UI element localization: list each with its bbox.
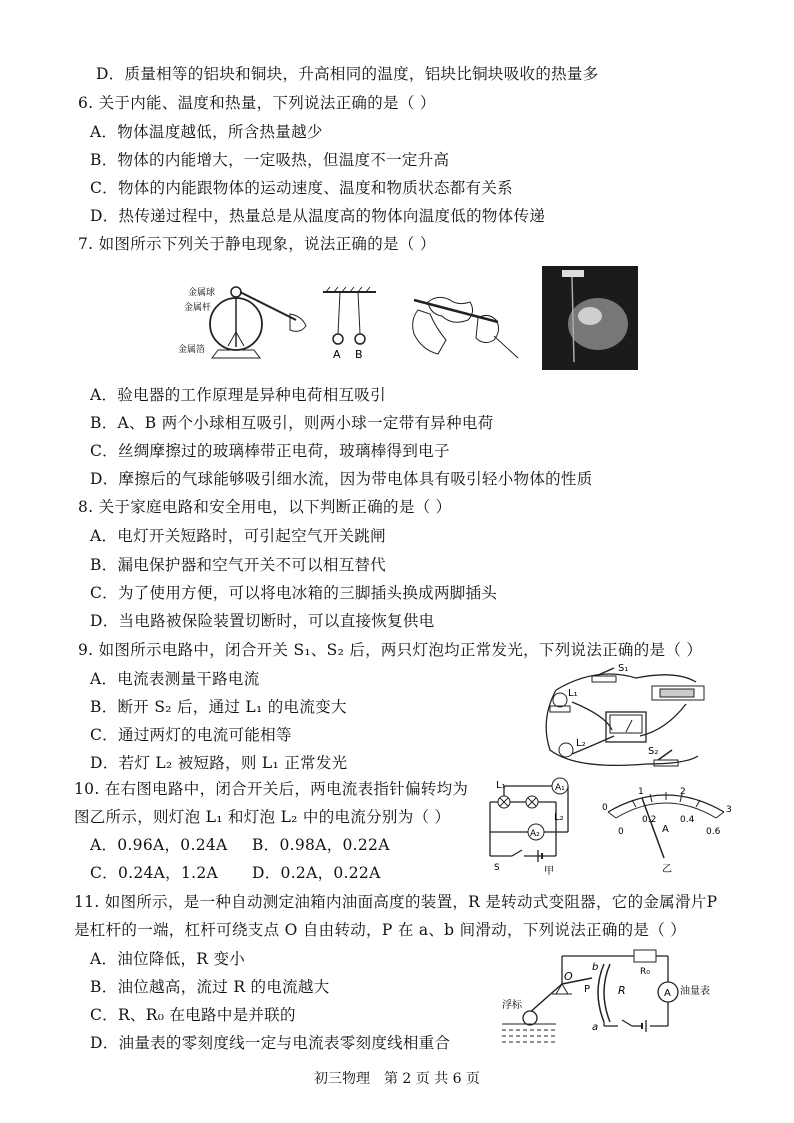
meter-unit: A	[662, 824, 669, 835]
meter-tick-bottom-2: 0.4	[680, 815, 695, 825]
label-l1: L₁	[496, 780, 506, 791]
q10-option-b: B．0.98A，0.22A	[252, 836, 390, 854]
label-a: a	[592, 1022, 599, 1033]
q9-stem: 9. 如图所示电路中，闭合开关 S₁、S₂ 后，两只灯泡均正常发光，下列说法正确的是（ ）	[78, 641, 703, 659]
q8-option-c: C．为了使用方便，可以将电冰箱的三脚插头换成两脚插头	[90, 584, 498, 602]
label-s2: S₂	[648, 746, 659, 757]
label-meter: A	[664, 988, 671, 999]
q6-option-a: A．物体温度越低，所含热量越少	[90, 123, 323, 141]
q10-option-a: A．0.96A，0.24A	[90, 836, 228, 854]
q10-circuit-jia	[490, 778, 568, 877]
q7-option-c: C．丝绸摩擦过的玻璃棒带正电荷，玻璃棒得到电子	[90, 442, 450, 460]
q7-option-b: B．A、B 两个小球相互吸引，则两小球一定带有异种电荷	[90, 414, 494, 432]
q10-figure	[484, 772, 744, 880]
q11-figure	[500, 944, 730, 1048]
q5-option-d: D．质量相等的铝块和铜块，升高相同的温度，铝块比铜块吸收的热量多	[96, 65, 599, 83]
label-float: 浮标	[502, 1000, 522, 1011]
label-l2: L₂	[554, 812, 564, 823]
label-o: O	[564, 970, 573, 983]
q7-option-d: D．摩擦后的气球能够吸引细水流，因为带电体具有吸引轻小物体的性质	[90, 470, 593, 488]
label-r: R	[618, 984, 626, 997]
meter-tick-top-0: 0	[602, 803, 608, 813]
q10-stem-line2: 图乙所示，则灯泡 L₁ 和灯泡 L₂ 中的电流分别为（ ）	[74, 808, 451, 826]
label-l2: L₂	[576, 738, 586, 749]
label-l1: L₁	[568, 688, 578, 699]
hanging-balls-figure	[323, 287, 376, 361]
q10-stem-line1: 10. 在右图电路中，闭合开关后，两电流表指针偏转均为	[74, 780, 469, 798]
label-s1: S₁	[618, 663, 629, 674]
q8-option-b: B．漏电保护器和空气开关不可以相互替代	[90, 556, 387, 574]
q7-option-a: A．验电器的工作原理是异种电荷相互吸引	[90, 386, 386, 404]
q11-option-d: D．油量表的零刻度线一定与电流表零刻度线相重合	[90, 1034, 451, 1052]
q8-option-a: A．电灯开关短路时，可引起空气开关跳闸	[90, 527, 386, 545]
label-p: P	[584, 984, 591, 995]
label-oil-meter: 油量表	[680, 986, 710, 997]
electroscope-figure	[178, 286, 306, 358]
label-metal-rod: 金属杆	[184, 303, 212, 313]
q9-option-a: A．电流表测量干路电流	[90, 670, 260, 688]
meter-tick-bottom-1: 0.2	[642, 815, 657, 825]
q9-circuit-figure	[536, 660, 714, 776]
q7-stem: 7. 如图所示下列关于静电现象，说法正确的是（ ）	[78, 235, 436, 253]
q10-option-c: C．0.24A，1.2A	[90, 864, 219, 882]
q11-stem-line2: 是杠杆的一端，杠杆可绕支点 O 自由转动，P 在 a、b 间滑动，下列说法正确的是（ ）	[74, 921, 687, 939]
q11-option-b: B．油位越高，流过 R 的电流越大	[90, 978, 330, 996]
q6-option-c: C．物体的内能跟物体的运动速度、温度和物质状态都有关系	[90, 179, 513, 197]
meter-tick-top-2: 2	[680, 787, 686, 797]
q10-meter-yi	[602, 787, 732, 875]
label-s: S	[494, 863, 500, 873]
meter-tick-bottom-3: 0.6	[706, 827, 721, 837]
label-r0: R₀	[640, 967, 650, 977]
label-jia: 甲	[544, 866, 554, 877]
q6-stem: 6. 关于内能、温度和热量，下列说法正确的是（ ）	[78, 94, 436, 112]
label-metal-foil: 金属箔	[178, 345, 206, 355]
meter-tick-top-3: 3	[726, 805, 732, 815]
label-yi: 乙	[662, 864, 672, 875]
q9-option-c: C．通过两灯的电流可能相等	[90, 726, 292, 744]
q8-stem: 8. 关于家庭电路和安全用电，以下判断正确的是（ ）	[78, 498, 452, 516]
meter-tick-bottom-0: 0	[618, 827, 624, 837]
label-a2: A₂	[530, 829, 540, 839]
q10-option-d: D．0.2A，0.22A	[252, 864, 381, 882]
label-b: b	[592, 962, 599, 973]
label-a1: A₁	[555, 783, 565, 793]
q11-stem-line1: 11. 如图所示，是一种自动测定油箱内油面高度的装置，R 是转动式变阻器，它的金属滑片P	[74, 893, 718, 911]
q6-option-d: D．热传递过程中，热量总是从温度高的物体向温度低的物体传递	[90, 207, 546, 225]
label-metal-ball: 金属球	[188, 288, 216, 298]
glass-rod-silk-figure	[413, 297, 518, 358]
q9-option-b: B．断开 S₂ 后，通过 L₁ 的电流变大	[90, 698, 347, 716]
label-ball-a: A	[333, 348, 341, 361]
q9-option-d: D．若灯 L₂ 被短路，则 L₁ 正常发光	[90, 754, 348, 772]
q11-option-c: C．R、R₀ 在电路中是并联的	[90, 1006, 296, 1024]
q7-figure	[178, 262, 638, 372]
q8-option-d: D．当电路被保险装置切断时，可以直接恢复供电	[90, 612, 435, 630]
q6-option-b: B．物体的内能增大，一定吸热，但温度不一定升高	[90, 151, 450, 169]
meter-tick-top-1: 1	[638, 787, 644, 797]
page-footer: 初三物理 第 2 页 共 6 页	[313, 1071, 481, 1087]
q11-option-a: A．油位降低，R 变小	[90, 950, 246, 968]
label-ball-b: B	[355, 348, 363, 361]
balloon-water-photo	[542, 266, 638, 370]
